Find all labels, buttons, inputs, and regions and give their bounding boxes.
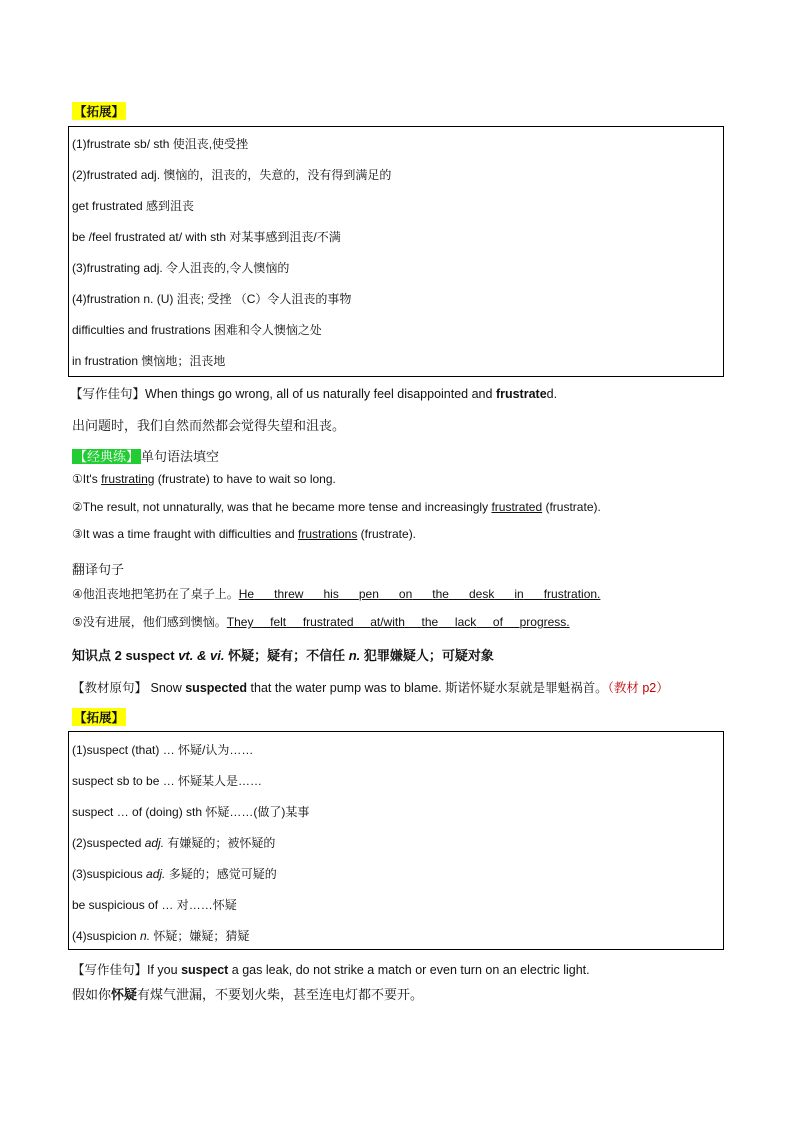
writing-text: When things go wrong, all of us naturally feel disappointed and bbox=[145, 387, 496, 401]
original-text: Snow bbox=[147, 681, 186, 695]
translate-prompt: ④他沮丧地把笔扔在了桌子上。 bbox=[72, 587, 239, 601]
writing-text: If you bbox=[147, 963, 182, 977]
expand-row: suspect … of (doing) sth 怀疑……(做了)某事 bbox=[72, 805, 310, 819]
trans-bold: 怀疑 bbox=[111, 987, 138, 1002]
writing-translation: 出问题时，我们自然而然都会觉得失望和沮丧。 bbox=[72, 418, 346, 433]
practice-item bbox=[72, 500, 601, 514]
item-answer: frustrations bbox=[297, 527, 358, 541]
trans-text: 假如你 bbox=[72, 987, 112, 1002]
expand-row: difficulties and frustrations 困难和令人懊恼之处 bbox=[72, 323, 322, 337]
expand-row: be /feel frustrated at/ with sth 对某事感到沮丧/不满 bbox=[72, 230, 341, 244]
practice-title: 单句语法填空 bbox=[141, 449, 220, 464]
original-source: （教材 p2） bbox=[607, 681, 669, 695]
item-text-end: (frustrate). bbox=[357, 527, 417, 541]
translate-answer: He threw his pen on the desk in frustration. bbox=[238, 587, 601, 601]
kp-meaning: 怀疑；疑有；不信任 bbox=[224, 648, 349, 663]
writing-bold: frustrate bbox=[495, 387, 547, 401]
expand-row: (1)suspect (that) … 怀疑/认为…… bbox=[72, 743, 254, 757]
expand-row: get frustrated 感到沮丧 bbox=[72, 199, 195, 213]
writing-translation bbox=[72, 984, 423, 1003]
writing-tag: 【写作佳句】 bbox=[70, 387, 146, 401]
kp-label: 知识点 2 suspect bbox=[72, 648, 179, 663]
translate-answer: They felt frustrated at/with the lack of progress. bbox=[226, 615, 570, 629]
original-bold: suspected bbox=[185, 681, 248, 695]
translate-item bbox=[72, 585, 600, 602]
expand-row: in frustration 懊恼地；沮丧地 bbox=[72, 354, 226, 368]
kp-meaning2: 犯罪嫌疑人；可疑对象 bbox=[360, 648, 494, 663]
translate-item bbox=[72, 613, 570, 630]
writing-sentence bbox=[72, 960, 590, 978]
expand-row: (3)frustrating adj. 令人沮丧的,令人懊恼的 bbox=[72, 261, 290, 275]
expand-box bbox=[68, 126, 724, 377]
item-answer: frustrated bbox=[491, 500, 543, 514]
original-tag: 【教材原句】 bbox=[72, 681, 148, 695]
kp-pos2: n. bbox=[348, 648, 361, 663]
writing-bold: suspect bbox=[181, 963, 229, 977]
translate-prompt: ⑤没有进展，他们感到懊恼。 bbox=[72, 615, 227, 629]
item-text: ②The result, not unnaturally, was that he became more tense and increasingly bbox=[72, 500, 492, 514]
expand-box bbox=[68, 731, 724, 950]
writing-sentence bbox=[70, 384, 557, 402]
practice-item bbox=[72, 472, 336, 486]
writing-text-end: d. bbox=[546, 387, 558, 401]
item-text-end: (frustrate). bbox=[542, 500, 601, 514]
expand-row: suspect sb to be … 怀疑某人是…… bbox=[72, 774, 263, 788]
expand-row: (2)frustrated adj. 懊恼的，沮丧的，失意的，没有得到满足的 bbox=[72, 168, 392, 182]
writing-text-end: a gas leak, do not strike a match or even turn on an electric light. bbox=[228, 963, 590, 977]
expand-tag: 【拓展】 bbox=[72, 708, 126, 726]
expand-row: (3)suspicious adj. 多疑的；感觉可疑的 bbox=[72, 867, 277, 881]
original-sentence bbox=[72, 678, 669, 696]
trans-text-end: 有煤气泄漏，不要划火柴，甚至连电灯都不要开。 bbox=[137, 987, 424, 1002]
writing-tag: 【写作佳句】 bbox=[72, 963, 148, 977]
original-text-end: that the water pump was to blame. 斯诺怀疑水泵就是罪魁祸首。 bbox=[247, 681, 608, 695]
kp-pos: vt. & vi. bbox=[178, 648, 225, 663]
item-text: ③It was a time fraught with difficulties and bbox=[72, 527, 298, 541]
practice-tag: 【经典练】 bbox=[74, 449, 140, 464]
expand-row: (2)suspected adj. 有嫌疑的；被怀疑的 bbox=[72, 836, 276, 850]
expand-row: (4)suspicion n. 怀疑；嫌疑；猜疑 bbox=[72, 929, 250, 943]
item-text-end: (frustrate) to have to wait so long. bbox=[154, 472, 336, 486]
item-text: ①It's bbox=[72, 472, 102, 486]
item-answer: frustrating bbox=[101, 472, 155, 486]
translate-title: 翻译句子 bbox=[72, 562, 125, 577]
practice-header bbox=[72, 446, 219, 465]
expand-row: (4)frustration n. (U) 沮丧; 受挫 （C）令人沮丧的事物 bbox=[72, 292, 352, 306]
expand-row: be suspicious of … 对……怀疑 bbox=[72, 898, 237, 912]
expand-tag: 【拓展】 bbox=[72, 102, 126, 120]
knowledge-point-heading bbox=[72, 645, 494, 664]
expand-row: (1)frustrate sb/ sth 使沮丧,使受挫 bbox=[72, 137, 249, 151]
practice-item bbox=[72, 527, 416, 541]
